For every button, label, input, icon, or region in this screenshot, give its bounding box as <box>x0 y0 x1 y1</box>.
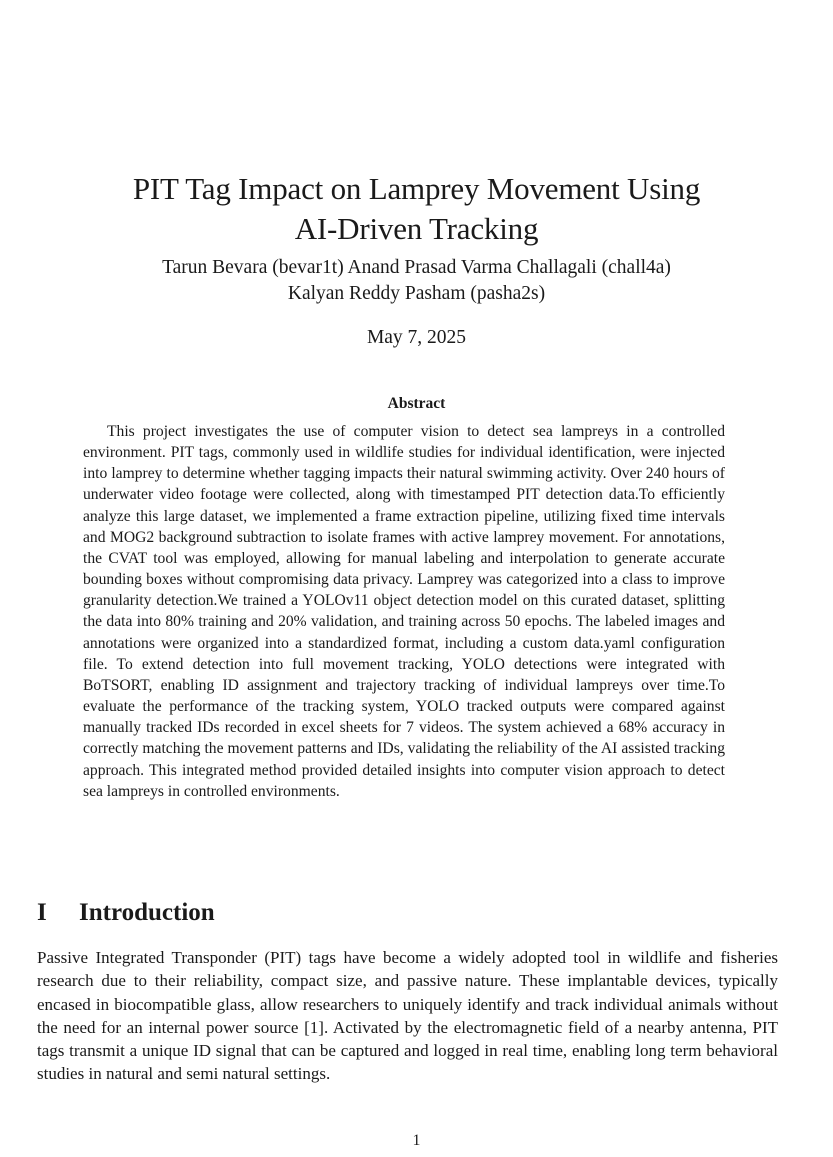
author-line-2: Kalyan Reddy Pasham (pasha2s) <box>287 283 546 304</box>
paper-title-line-1: PIT Tag Impact on Lamprey Movement Using <box>132 170 701 206</box>
section-title: Introduction <box>79 899 215 926</box>
paper-date: May 7, 2025 <box>366 327 467 348</box>
page-number: 1 <box>412 1132 421 1149</box>
paper-title-line-2: AI-Driven Tracking <box>294 210 539 246</box>
section-number: I <box>37 899 47 926</box>
author-block <box>0 255 833 307</box>
abstract-text: This project investigates the use of computer vision to detect sea lampreys in a controlled environment. PIT tags, commonly used in wildlife studies for individual identification, were injected into lamprey to determine whether tagging impacts their natural swimming activity. Over 240 hours of underwater video footage were collected, along with timestamped PIT detection data.To efficiently analyze this large dataset, we implemented a frame extraction pipeline, utilizing fixed time intervals and MOG2 background subtraction to isolate frames with active lamprey movement. For annotations, the CVAT tool was employed, allowing for manual labeling and interpolation to generate accurate bounding boxes without compromising data privacy. Lamprey was categorized into a class to improve granularity detection.We trained a YOLOv11 object detection model on this curated dataset, splitting the data into 80% training and 20% validation, and training across 50 epochs. The labeled images and annotations were organized into a standardized format, including a custom data.yaml configuration file. To extend detection into full movement tracking, YOLO detections were integrated with BoTSORT, enabling ID assignment and trajectory tracking of individual lampreys over time.To evaluate the performance of the tracking system, YOLO tracked outputs were compared against manually tracked IDs recorded in excel sheets for 7 videos. The system achieved a 68% accuracy in correctly matching the movement patterns and IDs, validating the reliability of the AI assisted tracking approach. This integrated method provided detailed insights into computer vision approach to detect sea lampreys in controlled environments. <box>83 423 725 800</box>
section-heading-introduction <box>37 897 215 929</box>
paper-title <box>0 169 833 249</box>
author-line-1: Tarun Bevara (bevar1t) Anand Prasad Varma Challagali (chall4a) <box>162 257 671 278</box>
introduction-paragraph: Passive Integrated Transponder (PIT) tags have become a widely adopted tool in wildlife and fisheries research due to their reliability, compact size, and passive nature. These implantable devices, typically encased in biocompatible glass, allow researchers to uniquely identify and track individual animals without the need for an internal power source [1]. Activated by the electromagnetic field of a nearby antenna, PIT tags transmit a unique ID signal that can be captured and logged in real time, enabling long term behavioral studies in natural and semi natural settings. <box>37 948 778 1084</box>
abstract-heading: Abstract <box>387 395 446 412</box>
